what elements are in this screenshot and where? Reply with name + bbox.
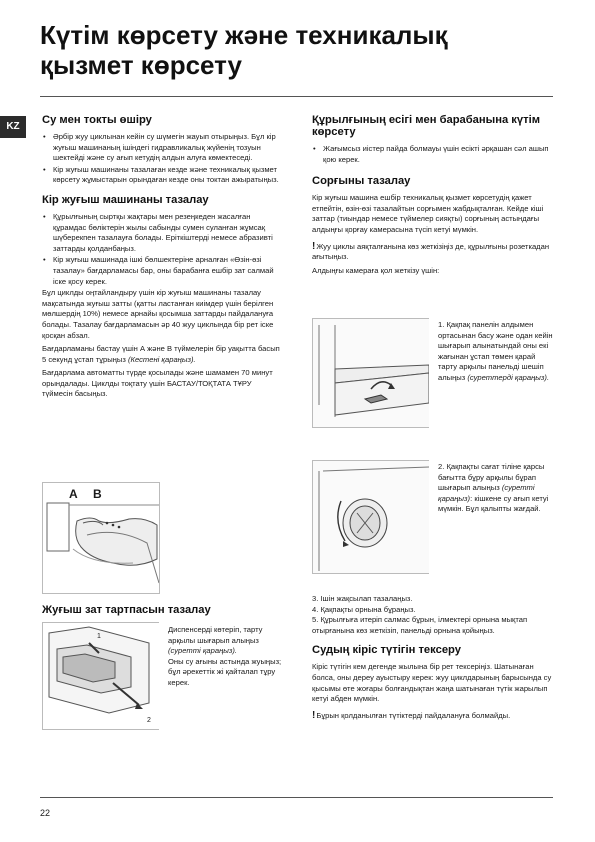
step-4: 4. Қақпақты орнына бұраңыз.: [312, 604, 416, 614]
buttons-ab-figure: [42, 482, 160, 594]
warning-icon: !: [312, 709, 316, 721]
paragraph: Алдыңғы камераға қол жеткізу үшін:: [312, 265, 440, 275]
drawer-text-2: Оны су ағыны астында жуыңыз; бұл әрекеттік жі қайталап тұру керек.: [168, 656, 282, 687]
warning: [312, 242, 554, 263]
page-number: 22: [40, 808, 51, 818]
drawer-instructions: [168, 625, 288, 689]
title-line-1: Күтім көрсету және техникалық: [40, 20, 448, 50]
section-heading-pump: Сорғыны тазалау: [312, 175, 411, 188]
paragraph: Кіріс түтігін кем дегенде жылына бір рет тексеріңіз. Шатынаған болса, оны дереу ауыстыру керек: жуу циклдарының барысында су қысымы өте жоғары болғандықтан жаңа шатынаған түтік жарылып кетуі абден мүмкін.: [312, 662, 552, 704]
section-heading-door-drum: Құрылғының есігі мен барабанына күтім көрсету: [312, 114, 540, 138]
see-figure-note: (суретті қараңыз).: [168, 646, 238, 656]
paragraph: Бағдарлама автоматты түрде қосылады және шамамен 70 минут орындалады. Циклды тоқтату үшін БАСТАУ/ТОҚТАТА ТҰРУ түймесін басыңыз.: [42, 368, 273, 399]
footer-rule: [40, 797, 553, 798]
step-1-text: 1. Қақпақ панелін алдымен ортасынан басу және одан кейін шығарып алынатындай оны екі жағынан ұстап төмен қарай тарту арқылы панельді шешіп алыңыз: [438, 320, 553, 382]
step-1: [438, 320, 556, 384]
see-figure-note-2: (суретті қараңыз): [438, 483, 535, 503]
title-rule: [40, 96, 553, 97]
step-5: 5. Құрылғыға итеріп салмас бұрын, ілмектері орнына мықтап отырғанына көз жеткізіп, панельді орнына қойыңыз.: [312, 615, 528, 635]
right-column: [312, 114, 554, 279]
drawer-illustration: [43, 623, 159, 729]
paragraph: Бұл циклды оңтайландыру үшін кір жуғыш машинаны тазалау мақсатында жуғыш затты (қатты ластанған киімдер үшін берілген мөлшердің 10%) немесе арнайы қосымша заттарды пайдалануға болады. Тазалау бағдарламасын әр 40 жуу циклында бір рет іске қосқан абзал.: [42, 288, 274, 340]
paragraph-text: Бағдарламаны бастау үшін А және В түймелерін бір уақытта басып 5 секунд ұстап тұрыңыз: [42, 344, 280, 364]
cap-unscrew-illustration: [313, 461, 429, 573]
figure-label-2: 2: [147, 717, 151, 724]
left-column: [42, 114, 282, 403]
label-a: A: [69, 487, 78, 501]
right-column-lower: [312, 594, 554, 724]
warning: [312, 711, 554, 722]
section-heading-detergent-drawer: Жуғыш зат тартпасын тазалау: [42, 604, 211, 616]
paragraph: [42, 344, 282, 365]
warning-icon: !: [312, 240, 316, 252]
bullet-item: • Әрбір жуу циклынан кейін су шүмегін жауып отырыңыз. Бұл кір жуғыш машинаның ішіндегі гидравликалық жүйенің тозуын шектейді және су ағып кетудің алдын алуға көмектеседі.: [42, 132, 282, 164]
detergent-drawer-figure: [42, 622, 159, 730]
bullet-item: • Жағымсыз иістер пайда болмауы үшін есікті әрқашан сәл ашып қою керек.: [312, 144, 554, 165]
warning-text: Бұрын қолданылған түтіктерді пайдалануға болмайды.: [316, 710, 511, 720]
bullet-item: • Құрылғының сыртқы жақтары мен резеңкеден жасалған құрамдас бөліктерін жылы сабынды сумен суланған жұмсақ шүберекпен тазалауға болады. Еріткіштерді немесе абразивті заттарды қолданбаңыз.: [42, 212, 282, 254]
figure-label-1: 1: [97, 633, 101, 640]
see-table-note: (Кестені қараңыз).: [127, 354, 196, 364]
step-2: [438, 462, 556, 515]
label-b: B: [93, 487, 102, 501]
see-figures-note: (суреттерді қараңыз).: [467, 372, 550, 382]
warning-text: Жуу циклы аяқталғанына көз жеткізіңіз де, құрылғыны розеткадан ағытыңыз.: [312, 241, 550, 262]
section-heading-cleaning-machine: Кір жуғыш машинаны тазалау: [42, 193, 209, 206]
drawer-text: Диспенсерді көтеріп, тарту арқылы шығарып алыңыз: [168, 625, 263, 645]
pump-panel-figure: [312, 318, 429, 428]
bullet-item: • Кір жуғыш машинаны тазалаған кезде және техникалық қызмет көрсету жұмыстарын орындаған кезде оны токтан ажыратыңыз.: [42, 165, 282, 186]
section-heading-water-power: Су мен токты өшіру: [42, 114, 152, 126]
step-2-text-rest: : кішкене су ағып кетуі мүмкін. Бұл қалыпты жағдай.: [438, 493, 549, 514]
section-heading-inlet-hose: Судың кіріс түтігін тексеру: [312, 644, 461, 657]
step-2-text: 2. Қақпақты сағат тіліне қарсы бағытта бұру арқылы бұрап шығарып алыңыз: [438, 462, 545, 493]
page-title: [40, 20, 560, 80]
pump-cap-figure: [312, 460, 429, 574]
bullet-item: • Кір жуғыш машинада ішкі бөлшектеріне арналған «Өзін-өзі тазалау» бағдарламасы бар, оны барабанға ешбір зат салмай іске қосу керек.: [42, 255, 282, 287]
panel-removal-illustration: [313, 319, 429, 427]
step-3: 3. Ішін жақсылап тазалаңыз.: [312, 594, 413, 603]
title-line-2: қызмет көрсету: [40, 50, 242, 80]
language-tab: KZ: [0, 116, 26, 138]
paragraph: Кір жуғыш машина ешбір техникалық қызмет көрсетудің қажет етпейтін, өзін-өзі тазалайтын сорғымен жабдықталған. Кейде кіші заттар (тиындар немесе түймелер сияқты) сорғының астындағы алдыңғы қорғау камерасына түсіп кетуі мүмкін.: [312, 193, 544, 234]
left-column-lower: [42, 604, 282, 622]
